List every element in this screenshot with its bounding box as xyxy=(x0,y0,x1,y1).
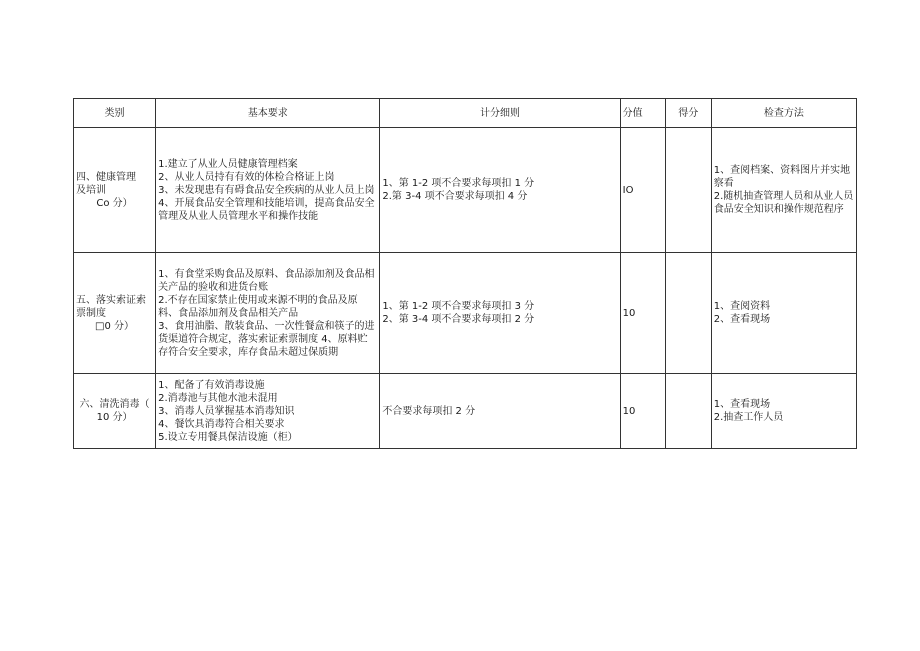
rules-cell xyxy=(380,374,620,449)
rule-item: 2.第 3-4 项不合要求每项扣 4 分 xyxy=(382,191,528,202)
requirement-item: 2.消毒池与其他水池未混用 xyxy=(158,392,278,404)
category-line: 五、落实索证索 xyxy=(76,294,146,306)
category-line: 六、清洗消毒（ xyxy=(79,399,150,410)
rule-item: 不合要求每项扣 2 分 xyxy=(382,405,476,417)
rule-item: 1、第 1-2 项不合要求每项扣 3 分 xyxy=(382,301,535,312)
inspection-table xyxy=(73,98,857,449)
header-score: 分值 xyxy=(620,99,665,128)
score-cell: IO xyxy=(620,128,665,253)
requirement-item: 4、餐饮具消毒符合相关要求 xyxy=(158,418,285,430)
header-got: 得分 xyxy=(665,99,711,128)
requirement-item: 3、食用油脂、散装食品、一次性餐盒和筷子的进货渠道符合规定，落实索证索票制度 4、原料贮存符合安全要求，库存食品未超过保质期 xyxy=(158,320,375,358)
got-cell xyxy=(665,253,711,374)
check-cell xyxy=(711,128,856,253)
requirements-cell xyxy=(156,128,380,253)
score-cell: 10 xyxy=(620,374,665,449)
category-line: 10 分） xyxy=(96,412,133,423)
requirements-cell xyxy=(156,374,380,449)
category-line: 四、健康管理 xyxy=(76,171,136,183)
check-cell xyxy=(711,374,856,449)
category-line: 及培训 xyxy=(76,184,106,196)
got-cell xyxy=(665,128,711,253)
table-row xyxy=(74,128,857,253)
requirement-item: 2.不存在国家禁止使用或来源不明的食品及原料、食品添加剂及食品相关产品 xyxy=(158,294,358,319)
header-requirements: 基本要求 xyxy=(156,99,380,128)
category-line: Co 分） xyxy=(96,197,133,209)
requirement-item: 4、开展食品安全管理和技能培训，提高食品安全管理及从业人员管理水平和操作技能 xyxy=(158,197,375,222)
check-item: 1、查看现场 xyxy=(713,399,771,410)
header-check: 检查方法 xyxy=(711,99,856,128)
requirement-item: 1、有食堂采购食品及原料、食品添加剂及食品相关产品的验收和进货台账 xyxy=(158,268,375,293)
category-line: 票制度 xyxy=(76,307,106,319)
category-cell xyxy=(74,128,156,253)
requirement-item: 3、消毒人员掌握基本消毒知识 xyxy=(158,405,295,417)
table-row xyxy=(74,374,857,449)
check-item: 2.随机抽查管理人员和从业人员食品安全知识和操作规范程序 xyxy=(713,191,854,215)
requirement-item: 5.设立专用餐具保洁设施（柜） xyxy=(158,431,298,443)
rule-item: 1、第 1-2 项不合要求每项扣 1 分 xyxy=(382,178,535,189)
requirements-cell xyxy=(156,253,380,374)
check-item: 1、查阅档案、资料图片并实地察看 xyxy=(713,165,851,189)
rule-item: 2、第 3-4 项不合要求每项扣 2 分 xyxy=(382,314,535,325)
category-cell xyxy=(74,253,156,374)
header-category: 类别 xyxy=(74,99,156,128)
header-row xyxy=(74,99,857,128)
check-item: 1、查阅资料 xyxy=(713,301,771,312)
category-line: □0 分） xyxy=(95,320,135,332)
table-row xyxy=(74,253,857,374)
requirement-item: 1.建立了从业人员健康管理档案 xyxy=(158,158,298,170)
header-rules: 计分细则 xyxy=(380,99,620,128)
check-cell xyxy=(711,253,856,374)
got-cell xyxy=(665,374,711,449)
rules-cell xyxy=(380,253,620,374)
check-item: 2、查看现场 xyxy=(713,314,771,325)
requirement-item: 1、配备了有效消毒设施 xyxy=(158,379,265,391)
score-cell: 10 xyxy=(620,253,665,374)
rules-cell xyxy=(380,128,620,253)
category-cell xyxy=(74,374,156,449)
check-item: 2.抽查工作人员 xyxy=(713,412,784,423)
requirement-item: 2、从业人员持有有效的体检合格证上岗 xyxy=(158,171,335,183)
requirement-item: 3、未发现患有有碍食品安全疾病的从业人员上岗 xyxy=(158,184,375,196)
